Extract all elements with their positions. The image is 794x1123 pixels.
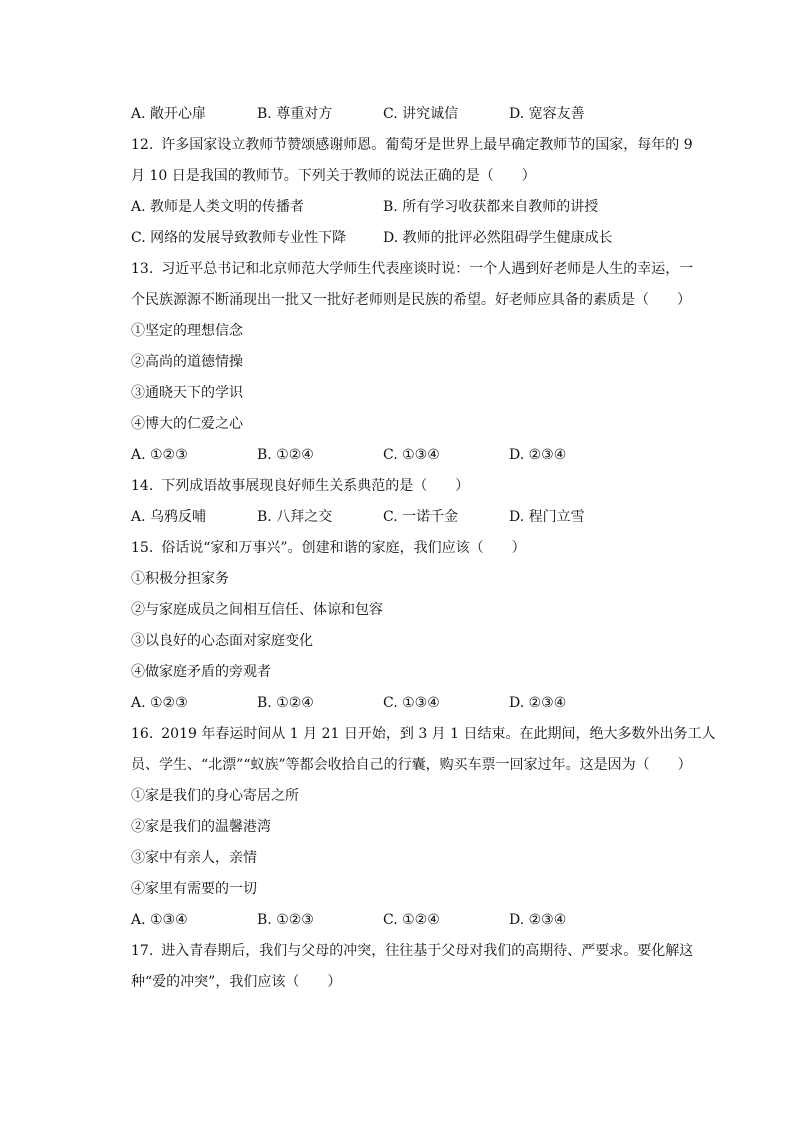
- q17-stem-line1: [131, 936, 694, 967]
- q16-item-2: ②家是我们的温馨港湾: [131, 819, 271, 835]
- q16-option-b[interactable]: B. ①②③: [257, 912, 314, 928]
- q12-stem-line2: 月 10 日是我国的教师节。下列关于教师的说法正确的是（ ）: [131, 168, 536, 184]
- q12-option-c[interactable]: C. 网络的发展导致教师专业性下降: [131, 230, 347, 246]
- q15-item-1: ①积极分担家务: [131, 571, 229, 587]
- q16-stem-line2: 员、学生、“北漂”“蚁族”等都会收拾自己的行囊，购买车票一回家过年。这是因为（ ）: [131, 757, 692, 773]
- q15-option-a[interactable]: A. ①②③: [131, 695, 188, 711]
- q11-option-a[interactable]: A. 敞开心扉: [131, 106, 207, 122]
- q13-item-2: ②高尚的道德情操: [131, 354, 243, 370]
- q12-number: 12.: [131, 137, 154, 153]
- q14-option-d[interactable]: D. 程门立雪: [509, 509, 585, 525]
- q16-option-d[interactable]: D. ②③④: [509, 912, 567, 928]
- q15-option-d[interactable]: D. ②③④: [509, 695, 567, 711]
- q11-options: [131, 99, 691, 130]
- q13-option-d[interactable]: D. ②③④: [509, 447, 567, 463]
- q16-item-3: ③家中有亲人，亲情: [131, 850, 257, 866]
- q15-option-c[interactable]: C. ①③④: [383, 695, 440, 711]
- q16-item-4: ④家里有需要的一切: [131, 881, 257, 897]
- q14-stem: [131, 471, 691, 502]
- q13-item-1: ①坚定的理想信念: [131, 323, 243, 339]
- q15-item-4: ④做家庭矛盾的旁观者: [131, 664, 271, 680]
- q17-stem-line2: 种“爱的冲突”，我们应该（ ）: [131, 974, 342, 990]
- q15-stem-text: 俗话说“家和万事兴”。创建和谐的家庭，我们应该（ ）: [161, 540, 526, 556]
- q14-number: 14.: [131, 478, 154, 494]
- q13-number: 13.: [131, 261, 154, 277]
- q12-options-row2: [131, 223, 691, 254]
- q17-stem-text1: 进入青春期后，我们与父母的冲突，往往基于父母对我们的高期待、严要求。要化解这: [161, 943, 694, 959]
- q13-option-b[interactable]: B. ①②④: [257, 447, 314, 463]
- q15-stem: [131, 533, 691, 564]
- q13-item-4: ④博大的仁爱之心: [131, 416, 243, 432]
- q15-number: 15.: [131, 540, 154, 556]
- q13-option-c[interactable]: C. ①③④: [383, 447, 440, 463]
- q16-item-1: ①家是我们的身心寄居之所: [131, 788, 299, 804]
- q15-option-b[interactable]: B. ①②④: [257, 695, 314, 711]
- q11-option-d[interactable]: D. 宽容友善: [509, 106, 585, 122]
- q11-option-b[interactable]: B. 尊重对方: [257, 106, 333, 122]
- q14-stem-text: 下列成语故事展现良好师生关系典范的是（ ）: [161, 478, 470, 494]
- q13-item-3: ③通晓天下的学识: [131, 385, 243, 401]
- q16-stem-line1: [131, 719, 716, 750]
- q16-options: [131, 905, 691, 936]
- q12-option-d[interactable]: D. 教师的批评必然阻碍学生健康成长: [383, 230, 613, 246]
- q14-option-b[interactable]: B. 八拜之交: [257, 509, 333, 525]
- q16-option-a[interactable]: A. ①③④: [131, 912, 188, 928]
- q11-option-c[interactable]: C. 讲究诚信: [383, 106, 459, 122]
- q14-option-a[interactable]: A. 乌鸦反哺: [131, 509, 207, 525]
- q13-option-a[interactable]: A. ①②③: [131, 447, 188, 463]
- q15-item-3: ③以良好的心态面对家庭变化: [131, 633, 313, 649]
- q15-options: [131, 688, 691, 719]
- q12-option-b[interactable]: B. 所有学习收获都来自教师的讲授: [383, 199, 599, 215]
- q15-item-2: ②与家庭成员之间相互信任、体谅和包容: [131, 602, 383, 618]
- q16-number: 16.: [131, 726, 154, 742]
- q13-stem-text1: 习近平总书记和北京师范大学师生代表座谈时说：一个人遇到好老师是人生的幸运，一: [161, 261, 694, 277]
- q12-option-a[interactable]: A. 教师是人类文明的传播者: [131, 199, 305, 215]
- q13-stem-line1: [131, 254, 694, 285]
- q14-option-c[interactable]: C. 一诺千金: [383, 509, 459, 525]
- q14-options: [131, 502, 691, 533]
- q16-option-c[interactable]: C. ①②④: [383, 912, 440, 928]
- q12-stem-line1: [131, 130, 691, 161]
- q13-options: [131, 440, 691, 471]
- question-list: [131, 99, 716, 998]
- q12-stem-text1: 许多国家设立教师节赞颂感谢师恩。葡萄牙是世界上最早确定教师节的国家，每年的 9: [161, 137, 693, 153]
- q17-number: 17.: [131, 943, 154, 959]
- q12-options-row1: [131, 192, 691, 223]
- q13-stem-line2: 个民族源源不断涌现出一批又一批好老师则是民族的希望。好老师应具备的素质是（ ）: [131, 292, 691, 308]
- q16-stem-text1: 2019 年春运时间从 1 月 21 日开始，到 3 月 1 日结束。在此期间，绝大多数外出务工人: [161, 726, 716, 742]
